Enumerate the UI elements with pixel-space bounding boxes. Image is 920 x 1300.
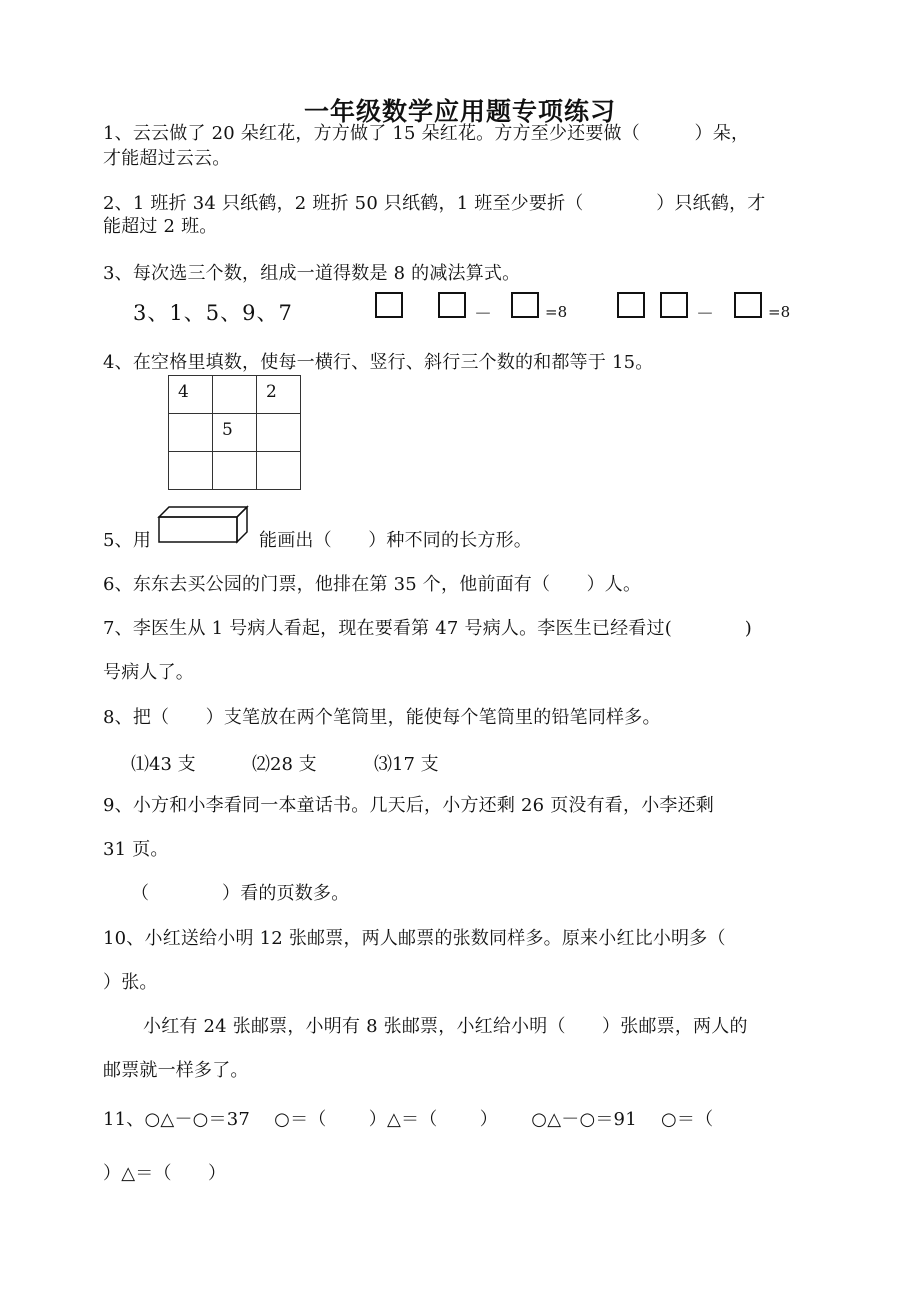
question-8-prompt: 8、把（ ）支笔放在两个笔筒里，能使每个笔筒里的铅笔同样多。 [103, 707, 661, 728]
question-10-line-1: 10、小红送给小明 12 张邮票，两人邮票的张数同样多。原来小红比小明多（ [103, 928, 726, 949]
answer-box[interactable] [734, 292, 762, 318]
question-10-line-4: 邮票就一样多了。 [103, 1060, 249, 1081]
question-6: 6、东东去买公园的门票，他排在第 35 个，他前面有（ ）人。 [103, 574, 642, 595]
magic-square-grid [168, 375, 301, 490]
question-4-prompt: 4、在空格里填数，使每一横行、竖行、斜行三个数的和都等于 15。 [103, 352, 654, 373]
question-11-line-1: 11、○△－○＝37 ○＝（ ）△＝（ ） ○△－○＝91 ○＝（ [103, 1109, 714, 1130]
question-3-prompt: 3、每次选三个数，组成一道得数是 8 的减法算式。 [103, 263, 521, 284]
question-2-line-2: 能超过 2 班。 [103, 216, 218, 237]
grid-cell[interactable]: 2 [257, 376, 301, 414]
minus-sign: － [696, 304, 714, 325]
cuboid-brick-icon [157, 505, 251, 545]
question-11-line-2: ）△＝（ ） [103, 1163, 227, 1184]
grid-cell[interactable] [169, 414, 213, 452]
equals-8: =8 [545, 303, 568, 321]
question-3-numbers: 3、1、5、9、7 [133, 301, 293, 325]
answer-box[interactable] [438, 292, 466, 318]
grid-cell[interactable] [213, 376, 257, 414]
grid-cell[interactable] [257, 452, 301, 490]
option-2: ⑵28 支 [252, 754, 317, 775]
grid-cell[interactable]: 4 [169, 376, 213, 414]
option-1: ⑴43 支 [131, 754, 196, 775]
question-1-line-1: 1、云云做了 20 朵红花，方方做了 15 朵红花。方方至少还要做（ ）朵， [103, 123, 750, 144]
question-9-line-1: 9、小方和小李看同一本童话书。几天后，小方还剩 26 页没有看，小李还剩 [103, 795, 714, 816]
question-5-suffix: 能画出（ ）种不同的长方形。 [259, 530, 532, 551]
question-7-line-2: 号病人了。 [103, 662, 194, 683]
question-1-line-2: 才能超过云云。 [103, 148, 231, 169]
page-title: 一年级数学应用题专项练习 [303, 97, 616, 126]
question-10-line-3: 小红有 24 张邮票，小明有 8 张邮票，小红给小明（ ）张邮票，两人的 [143, 1016, 748, 1037]
equals-8: =8 [768, 303, 791, 321]
option-3: ⑶17 支 [374, 754, 439, 775]
question-7-line-1: 7、李医生从 1 号病人看起，现在要看第 47 号病人。李医生已经看过( ) [103, 618, 752, 639]
answer-box[interactable] [617, 292, 645, 318]
grid-cell[interactable] [213, 452, 257, 490]
grid-cell[interactable] [169, 452, 213, 490]
question-2-line-1: 2、1 班折 34 只纸鹤，2 班折 50 只纸鹤，1 班至少要折（ ）只纸鹤，才 [103, 193, 766, 214]
question-9-line-2: 31 页。 [103, 839, 169, 860]
question-9-line-3: （ ）看的页数多。 [131, 883, 350, 904]
grid-cell[interactable]: 5 [213, 414, 257, 452]
minus-sign: － [474, 304, 492, 325]
grid-cell[interactable] [257, 414, 301, 452]
question-5-prefix: 5、用 [103, 530, 152, 551]
answer-box[interactable] [375, 292, 403, 318]
question-10-line-2: ）张。 [103, 972, 158, 993]
answer-box[interactable] [660, 292, 688, 318]
answer-box[interactable] [511, 292, 539, 318]
